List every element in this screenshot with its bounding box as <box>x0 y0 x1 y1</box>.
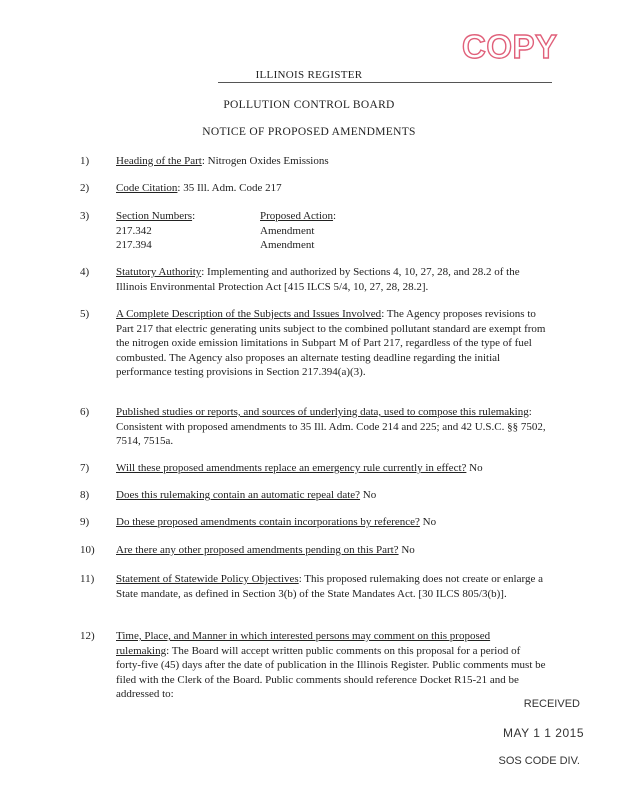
item-number: 9) <box>80 516 90 528</box>
item-label: Published studies or reports, and sources of underlying data, used to compose this rulemaking <box>116 406 529 418</box>
copy-stamp: COPY <box>462 28 558 65</box>
item-label: Will these proposed amendments replace an emergency rule currently in effect? <box>116 462 467 474</box>
received-stamp-date: MAY 1 1 2015 <box>503 726 584 740</box>
item-text: No <box>466 462 483 474</box>
received-stamp-label: RECEIVED <box>523 698 580 710</box>
register-heading: ILLINOIS REGISTER <box>255 69 363 81</box>
received-stamp-office: SOS CODE DIV. <box>498 755 580 767</box>
item-description <box>116 307 546 380</box>
proposed-action: Amendment <box>260 239 315 252</box>
item-number: 5) <box>80 308 90 320</box>
item-number: 6) <box>80 406 90 418</box>
item-number: 11) <box>80 573 95 585</box>
item-number: 2) <box>80 182 90 194</box>
item-incorporations <box>116 515 546 530</box>
item-section-numbers: Section Numbers: 217.342 217.394 Proposed Action: Amendment Amendment <box>116 209 546 253</box>
item-label: Time, Place, and Manner in which interested persons may comment on this proposed rulemaking <box>116 630 491 657</box>
board-heading: POLLUTION CONTROL BOARD <box>223 99 395 111</box>
item-number: 3) <box>80 210 90 222</box>
item-heading-of-part <box>116 154 546 169</box>
item-statutory-authority <box>116 265 546 294</box>
item-text: : Implementing and authorized by Sections 4, 10, 27, 28, and 28.2 of the Illinois Environmental Protection Act [415 ILCS 5/4, 10, 27, 28, 28.2]. <box>116 266 520 293</box>
item-text: : 35 Ill. Adm. Code 217 <box>177 182 282 194</box>
item-text: : Nitrogen Oxides Emissions <box>201 155 329 167</box>
item-text: : The Board will accept written public comments on this proposal for a period of forty-five (45) days after the date of publication in the Illinois Register. Public comments must be filed with the Clerk of the Board. Public comments should reference Docket R15-21 and be addressed to: <box>116 644 546 701</box>
item-text: No <box>360 489 377 501</box>
item-number: 7) <box>80 462 90 474</box>
item-text: : The Agency proposes revisions to Part 217 that electric generating units subject to the combined pollutant standard are exempt from the nitrogen oxide emission limitations in Subpart M of Part 217, regardless of the type of fuel combusted. The Agency also proposes an alternate testing deadline regarding the initial performance testing provisions in Section 217.394(a)(3). <box>116 308 546 379</box>
section-number: 217.342 <box>116 224 152 237</box>
header-rule <box>218 82 552 83</box>
item-emergency-rule <box>116 461 546 476</box>
item-text: : Consistent with proposed amendments to 35 Ill. Adm. Code 214 and 225; and 42 U.S.C. §§ 7502, 7514, 7515a. <box>116 406 546 448</box>
item-number: 12) <box>80 630 95 642</box>
proposed-action-header: Proposed Action <box>260 210 334 222</box>
item-comment-instructions <box>116 629 546 702</box>
item-label: A Complete Description of the Subjects and Issues Involved <box>116 308 382 320</box>
item-number: 8) <box>80 489 90 501</box>
item-label: Do these proposed amendments contain incorporations by reference? <box>116 516 420 528</box>
item-code-citation <box>116 181 546 196</box>
proposed-action: Amendment <box>260 224 315 237</box>
item-label: Statutory Authority <box>116 266 202 278</box>
item-text: : This proposed rulemaking does not create or enlarge a State mandate, as defined in Section 3(b) of the State Mandates Act. [30 ILCS 805/3(b)]. <box>116 573 543 600</box>
item-text: No <box>398 544 415 556</box>
item-label: Code Citation <box>116 182 178 194</box>
item-number: 10) <box>80 544 95 556</box>
item-label: Are there any other proposed amendments pending on this Part? <box>116 544 399 556</box>
item-number: 1) <box>80 155 90 167</box>
item-published-studies <box>116 405 546 449</box>
item-label: Heading of the Part <box>116 155 202 167</box>
item-policy-objectives <box>116 572 546 601</box>
item-text: No <box>419 516 437 528</box>
section-number: 217.394 <box>116 239 152 252</box>
section-numbers-header: Section Numbers <box>116 210 193 222</box>
notice-heading: NOTICE OF PROPOSED AMENDMENTS <box>202 126 416 138</box>
item-number: 4) <box>80 266 90 278</box>
item-label: Does this rulemaking contain an automatic repeal date? <box>116 489 361 501</box>
item-pending-amendments <box>116 543 546 558</box>
item-repeal-date <box>116 488 546 503</box>
item-label: Statement of Statewide Policy Objectives <box>116 573 299 585</box>
